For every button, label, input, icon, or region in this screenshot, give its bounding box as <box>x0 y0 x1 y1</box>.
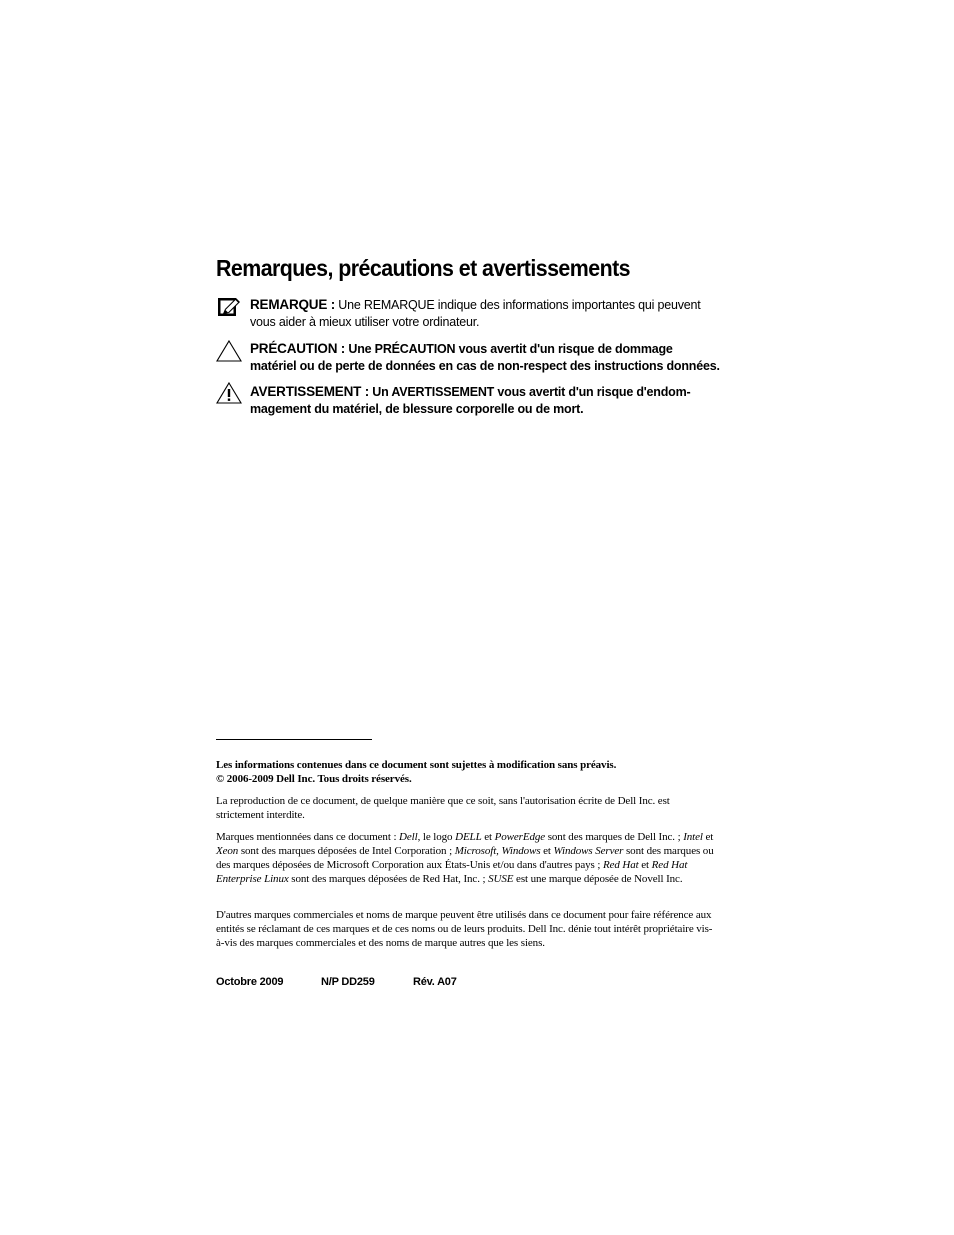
reproduction-text: La reproduction de ce document, de quelque manière que ce soit, sans l'autorisation écrite de Dell Inc. est strictement interdite. <box>216 795 670 821</box>
tm-text: sont des marques déposées de Intel Corporation ; <box>238 845 455 857</box>
tm-text: sont des marques déposées de Red Hat, Inc. ; <box>288 873 489 885</box>
warning-notice <box>250 383 720 418</box>
tm-brand: PowerEdge <box>494 831 546 843</box>
tm-brand: Intel <box>683 831 703 843</box>
tm-brand: SUSE <box>488 873 514 885</box>
tm-brand: Dell <box>399 831 418 843</box>
warning-text: Un AVERTISSEMENT vous avertit d'un risque d'endom-magement du matériel, de blessure corporelle ou de mort. <box>250 385 691 416</box>
tm-text: Marques mentionnées dans ce document : <box>216 831 400 843</box>
divider-rule <box>216 739 372 740</box>
warning-exclamation-icon <box>216 381 242 405</box>
tm-text: , le logo <box>417 831 456 843</box>
tm-brand: Windows <box>501 845 541 857</box>
tm-brand: Microsoft <box>454 845 497 857</box>
reproduction-paragraph <box>216 794 718 822</box>
tm-text: et <box>481 831 495 843</box>
caution-triangle-icon <box>216 339 242 363</box>
tm-brand: Red Hat <box>602 859 639 871</box>
note-label: REMARQUE : <box>250 297 335 312</box>
footer-part-number: N/P DD259 <box>321 976 375 988</box>
tm-brand: Xeon <box>216 845 239 857</box>
tm-text: est une marque déposée de Novell Inc. <box>513 873 683 885</box>
other-marks-text: D'autres marques commerciales et noms de marque peuvent être utilisés dans ce document pour faire référence aux entités se réclamant de ces marques et de ces noms ou de leurs produits. Dell Inc. dénie tout intérêt propriétaire vis-à-vis des marques commerciales et des noms de marque autres que les siens. <box>216 909 713 949</box>
legal-header <box>216 758 718 786</box>
tm-text: et <box>638 859 652 871</box>
note-text: Une REMARQUE indique des informations importantes qui peuvent vous aider à mieux utiliser votre ordinateur. <box>250 298 701 329</box>
change-notice: Les informations contenues dans ce document sont sujettes à modification sans préavis. <box>216 759 617 771</box>
tm-brand: Windows Server <box>553 845 624 857</box>
tm-text: et <box>540 845 554 857</box>
page-title: Remarques, précautions et avertissements <box>216 255 630 281</box>
footer-revision: Rév. A07 <box>413 976 457 988</box>
tm-brand: DELL <box>455 831 482 843</box>
caution-text: Une PRÉCAUTION vous avertit d'un risque de dommage matériel ou de perte de données en cas de non-respect des instructions données. <box>250 342 720 373</box>
caution-notice <box>250 340 720 375</box>
note-notice <box>250 296 720 331</box>
warning-label: AVERTISSEMENT : <box>250 384 370 399</box>
tm-text: sont des marques de Dell Inc. ; <box>545 831 684 843</box>
tm-brand: Red Hat Enterprise Linux <box>216 859 688 885</box>
tm-text: sont des marques ou des marques déposées de Microsoft Corporation aux États-Unis et/ou dans d'autres pays ; <box>216 845 714 871</box>
trademarks-paragraph <box>216 830 718 886</box>
copyright: © 2006-2009 Dell Inc. Tous droits réservés. <box>216 773 412 785</box>
tm-text: et <box>702 831 714 843</box>
other-marks-paragraph <box>216 908 718 950</box>
caution-label: PRÉCAUTION : <box>250 341 346 356</box>
footer-date: Octobre 2009 <box>216 976 284 988</box>
tm-text: , <box>496 845 502 857</box>
note-pencil-icon <box>216 296 242 320</box>
